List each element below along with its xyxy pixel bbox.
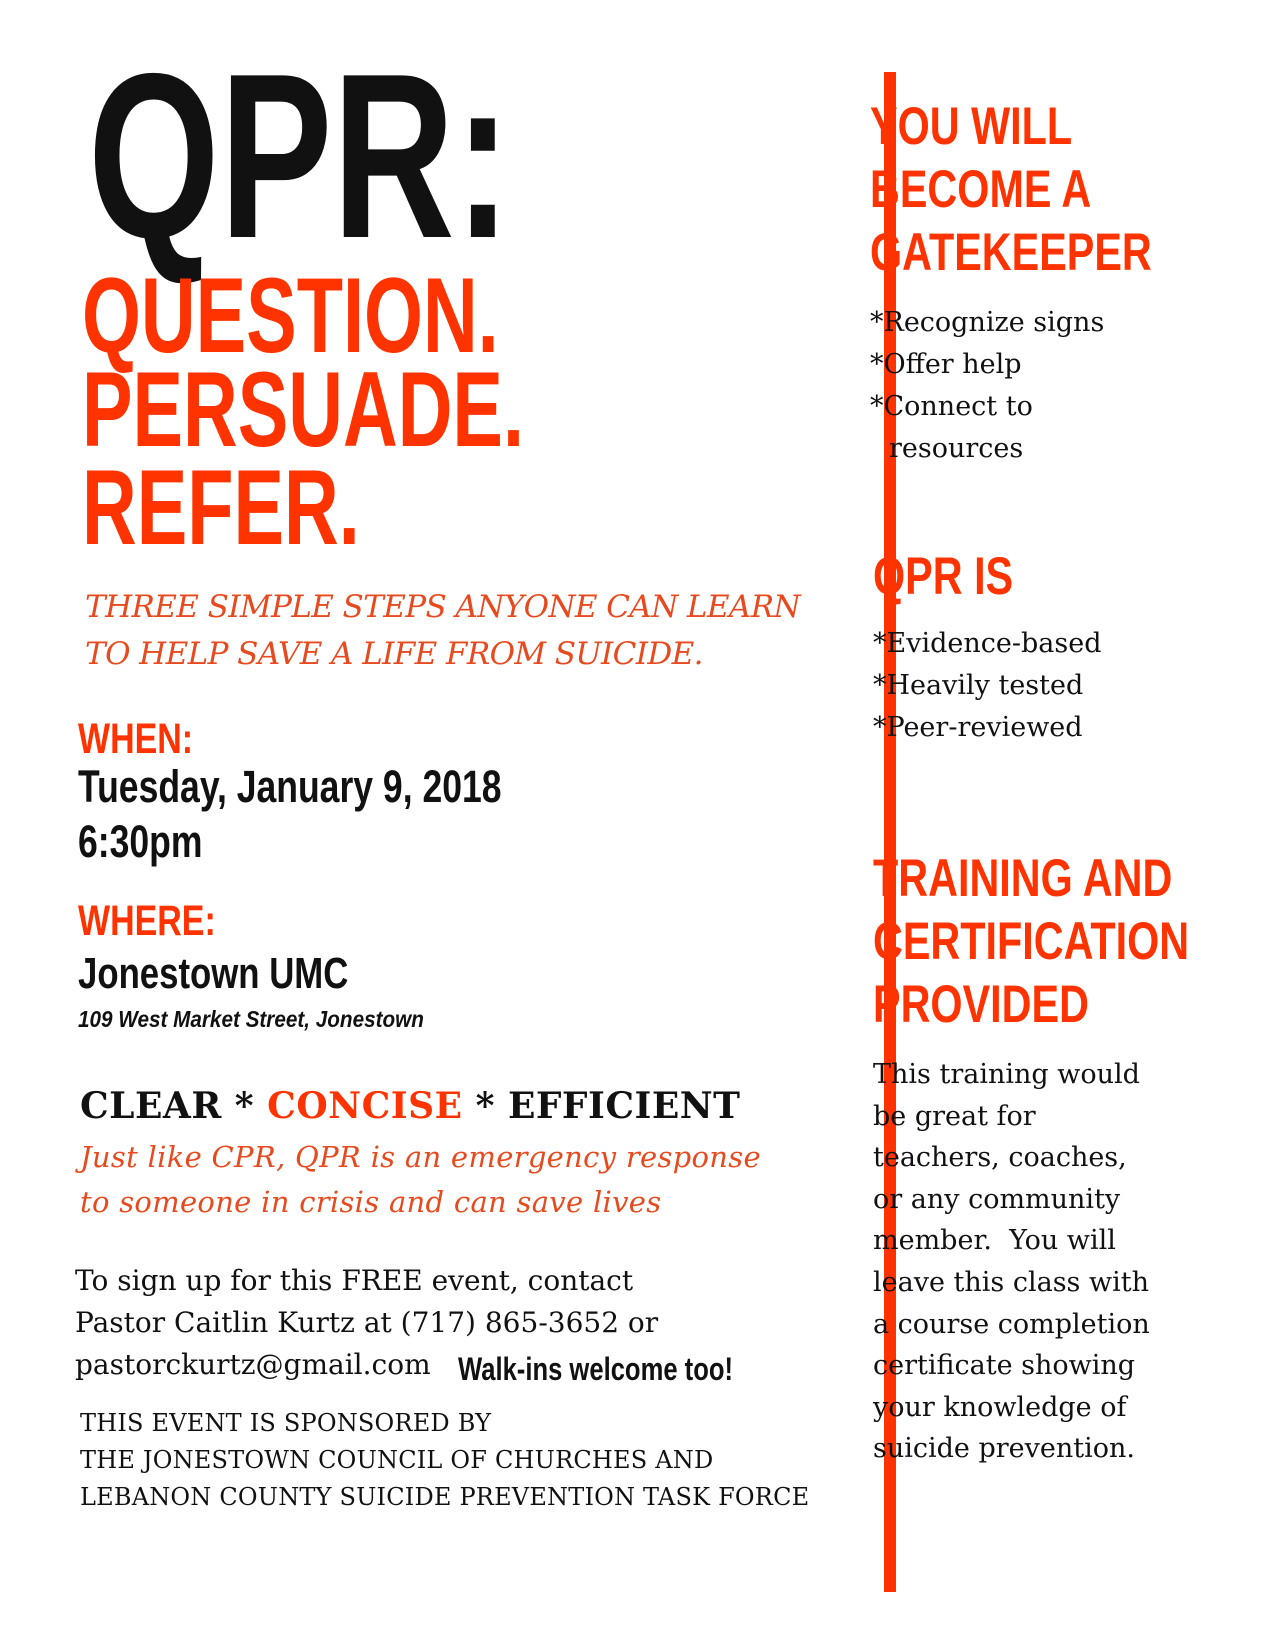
step-refer: REFER. [82, 447, 360, 567]
training-line: certificate showing [873, 1350, 1136, 1382]
tagline-line-1: THREE SIMPLE STEPS ANYONE CAN LEARN [85, 589, 800, 625]
list-item: resources [889, 433, 1024, 464]
list-item: *Evidence-based [873, 628, 1102, 659]
venue-address: 109 West Market Street, Jonestown [78, 1006, 424, 1032]
motto-separator: * [221, 1085, 268, 1127]
tagline-line-2: TO HELP SAVE A LIFE FROM SUICIDE. [85, 636, 703, 672]
motto-separator: * [462, 1085, 508, 1127]
event-time: 6:30pm [78, 816, 203, 867]
headline-title: QPR: [88, 24, 512, 287]
headline-title-wrap [88, 24, 512, 287]
motto-desc-line-1: Just like CPR, QPR is an emergency response [80, 1140, 761, 1174]
gatekeeper-heading-line: BECOME A [870, 160, 1092, 219]
headline-steps [82, 255, 525, 567]
tagline [85, 584, 800, 678]
training-line: teachers, coaches, [873, 1142, 1127, 1174]
training-heading-line: PROVIDED [873, 975, 1089, 1034]
gatekeeper-heading-line: YOU WILL [870, 97, 1073, 156]
training-line: leave this class with [873, 1266, 1149, 1298]
qpr-is-heading-wrap [873, 547, 1053, 606]
signup-line-2: Pastor Caitlin Kurtz at (717) 865-3652 or [75, 1306, 659, 1339]
qpr-is-list [873, 623, 1101, 749]
training-line: a course completion [873, 1308, 1150, 1340]
signup-line-1: To sign up for this FREE event, contact [75, 1264, 634, 1297]
motto-line [80, 1084, 740, 1128]
sponsor-line-1: THIS EVENT IS SPONSORED BY [80, 1409, 492, 1437]
when-section [78, 715, 614, 869]
where-label: WHERE: [78, 897, 216, 945]
gatekeeper-heading-line: GATEKEEPER [870, 223, 1152, 282]
training-line: or any community [873, 1183, 1121, 1215]
training-line: suicide prevention. [873, 1433, 1135, 1465]
motto-description [80, 1135, 761, 1225]
training-body [873, 1054, 1150, 1470]
signup-info [75, 1260, 733, 1387]
motto-desc-line-2: to someone in crisis and can save lives [80, 1185, 662, 1219]
motto-clear: CLEAR [80, 1085, 222, 1127]
walkins-note: Walk-ins welcome too! [458, 1351, 733, 1387]
list-item: *Connect to [870, 391, 1033, 422]
step-persuade: PERSUADE. [82, 349, 525, 469]
sponsor-info [80, 1405, 809, 1516]
training-heading-line: TRAINING AND [873, 849, 1173, 908]
where-section [78, 897, 462, 1032]
training-line: This training would [873, 1059, 1140, 1090]
event-date: Tuesday, January 9, 2018 [78, 761, 502, 812]
motto-concise: CONCISE [267, 1085, 463, 1127]
signup-email[interactable]: pastorckurtz@gmail.com [75, 1348, 431, 1381]
list-item: *Heavily tested [873, 670, 1084, 701]
list-item: *Recognize signs [870, 307, 1105, 338]
training-line: be great for [873, 1100, 1036, 1132]
gatekeeper-list [870, 302, 1104, 470]
training-heading-line: CERTIFICATION [873, 912, 1190, 971]
list-item: *Offer help [870, 349, 1022, 380]
step-question: QUESTION. [82, 255, 499, 375]
training-line: member. You will [873, 1225, 1116, 1257]
venue-name: Jonestown UMC [78, 949, 349, 998]
gatekeeper-heading [870, 97, 1231, 289]
when-label: WHEN: [78, 715, 194, 763]
training-heading [873, 849, 1275, 1041]
list-item: *Peer-reviewed [873, 712, 1083, 743]
training-line: your knowledge of [873, 1391, 1127, 1423]
sponsor-line-3: LEBANON COUNTY SUICIDE PREVENTION TASK FORCE [80, 1483, 810, 1511]
sponsor-line-2: THE JONESTOWN COUNCIL OF CHURCHES AND [80, 1446, 714, 1474]
motto-efficient: EFFICIENT [507, 1085, 741, 1127]
qpr-is-heading: QPR IS [873, 547, 1014, 606]
